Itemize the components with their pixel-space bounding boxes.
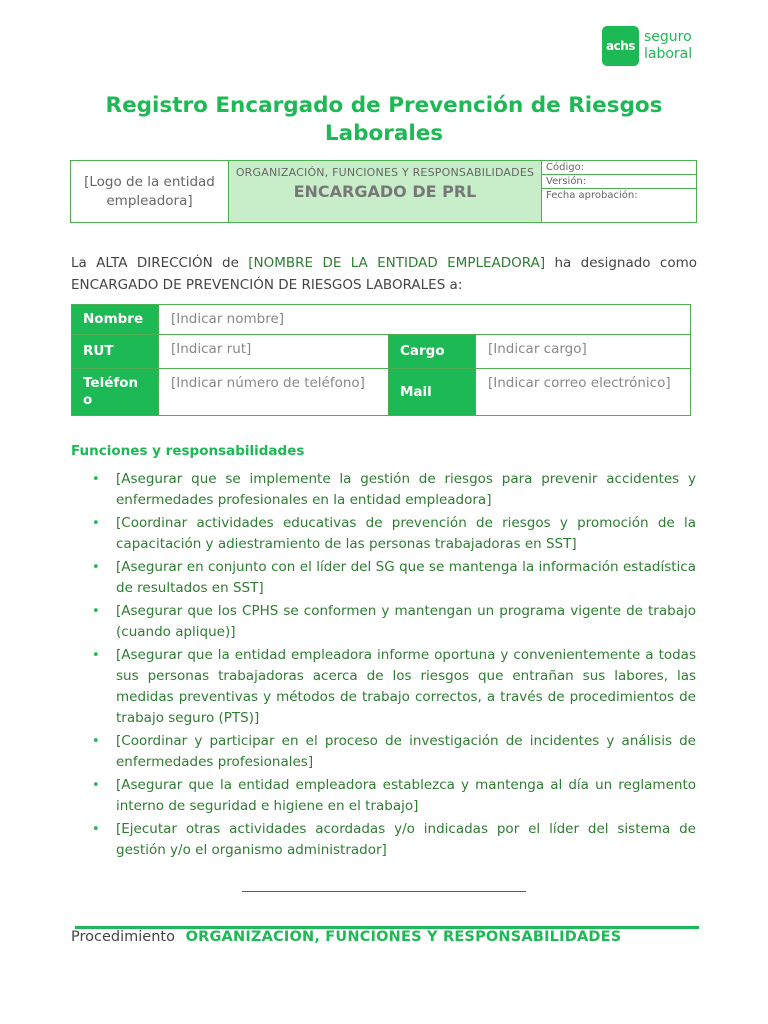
fecha-aprobacion-field: Fecha aprobación:: [546, 190, 638, 201]
cargo-value[interactable]: [Indicar cargo]: [476, 335, 691, 369]
entity-logo-placeholder: [Logo de la entidad empleadora]: [71, 161, 229, 222]
telefono-label: Teléfono: [72, 369, 159, 416]
list-item: [92, 601, 696, 643]
bullet-icon: •: [92, 648, 100, 663]
achs-logo: [602, 26, 692, 66]
nombre-value[interactable]: [Indicar nombre]: [159, 305, 691, 335]
rut-label: RUT: [72, 335, 159, 369]
logo-line-2: laboral: [644, 46, 693, 62]
footer-label: Procedimiento: [71, 929, 175, 945]
bullet-icon: •: [92, 822, 100, 837]
bullet-icon: •: [92, 472, 100, 487]
bullet-icon: •: [92, 516, 100, 531]
function-text: [Asegurar que la entidad empleadora establezca y mantenga al día un reglamento interno de seguridad e higiene en el trabajo]: [116, 777, 696, 814]
bullet-icon: •: [92, 734, 100, 749]
page-title: Registro Encargado de Prevención de Riesgos Laborales: [105, 93, 663, 146]
list-item: [92, 775, 696, 817]
function-text: [Asegurar en conjunto con el líder del SG que se mantenga la información estadística de resultados en SST]: [116, 559, 696, 596]
achs-logo-mark: achs: [602, 26, 639, 66]
entity-name-placeholder: [NOMBRE DE LA ENTIDAD EMPLEADORA]: [248, 255, 546, 271]
document-header-box: [70, 160, 697, 223]
rut-value[interactable]: [Indicar rut]: [159, 335, 389, 369]
list-item: [92, 557, 696, 599]
function-text: [Asegurar que los CPHS se conformen y mantengan un programa vigente de trabajo (cuando aplique)]: [116, 603, 696, 640]
cargo-label: Cargo: [389, 335, 476, 369]
list-item: [92, 469, 696, 511]
list-item: [92, 819, 696, 861]
bullet-icon: •: [92, 604, 100, 619]
intro-text-2: ha designado como ENCARGADO DE PREVENCIÓN DE RIESGOS LABORALES a:: [71, 255, 698, 293]
functions-list: [92, 469, 696, 863]
document-name: ENCARGADO DE PRL: [293, 182, 477, 201]
function-text: [Ejecutar otras actividades acordadas y/o indicadas por el líder del sistema de gestión y/o el organismo administrador]: [116, 821, 696, 858]
footer: [71, 929, 621, 945]
mail-label: Mail: [389, 369, 476, 416]
document-subject: [229, 161, 542, 222]
document-subtitle: ORGANIZACIÓN, FUNCIONES Y RESPONSABILIDADES: [235, 166, 535, 179]
designee-info-table: [71, 304, 691, 416]
telefono-value[interactable]: [Indicar número de teléfono]: [159, 369, 389, 416]
intro-paragraph: [71, 252, 697, 296]
function-text: [Asegurar que la entidad empleadora informe oportuna y convenientemente a todas sus personas trabajadoras acerca de los riesgos que entrañan sus labores, las medidas preventivas y métodos de trabajo correctos, a través de procedimientos de trabajo seguro (PTS)]: [116, 647, 696, 726]
bullet-icon: •: [92, 560, 100, 575]
list-item: [92, 513, 696, 555]
intro-text-1: La ALTA DIRECCIÓN de: [71, 255, 249, 271]
signature-line: [242, 891, 526, 892]
footer-procedure-name: ORGANIZACIÓN, FUNCIONES Y RESPONSABILIDADES: [185, 929, 622, 945]
functions-heading: Funciones y responsabilidades: [71, 443, 305, 459]
function-text: [Asegurar que se implemente la gestión de riesgos para prevenir accidentes y enfermedades profesionales en la entidad empleadora]: [116, 471, 696, 508]
version-field: Versión:: [542, 175, 696, 189]
bullet-icon: •: [92, 778, 100, 793]
achs-logo-text: [644, 29, 692, 63]
list-item: [92, 731, 696, 773]
document-control-fields: [542, 161, 696, 222]
function-text: [Coordinar actividades educativas de prevención de riesgos y promoción de la capacitación y adiestramiento de las personas trabajadoras en SST]: [116, 515, 696, 552]
list-item: [92, 645, 696, 729]
function-text: [Coordinar y participar en el proceso de investigación de incidentes y análisis de enfermedades profesionales]: [116, 733, 696, 770]
codigo-field: Código:: [542, 161, 696, 175]
mail-value[interactable]: [Indicar correo electrónico]: [476, 369, 691, 416]
logo-line-1: seguro: [644, 29, 692, 45]
nombre-label: Nombre: [72, 305, 159, 335]
